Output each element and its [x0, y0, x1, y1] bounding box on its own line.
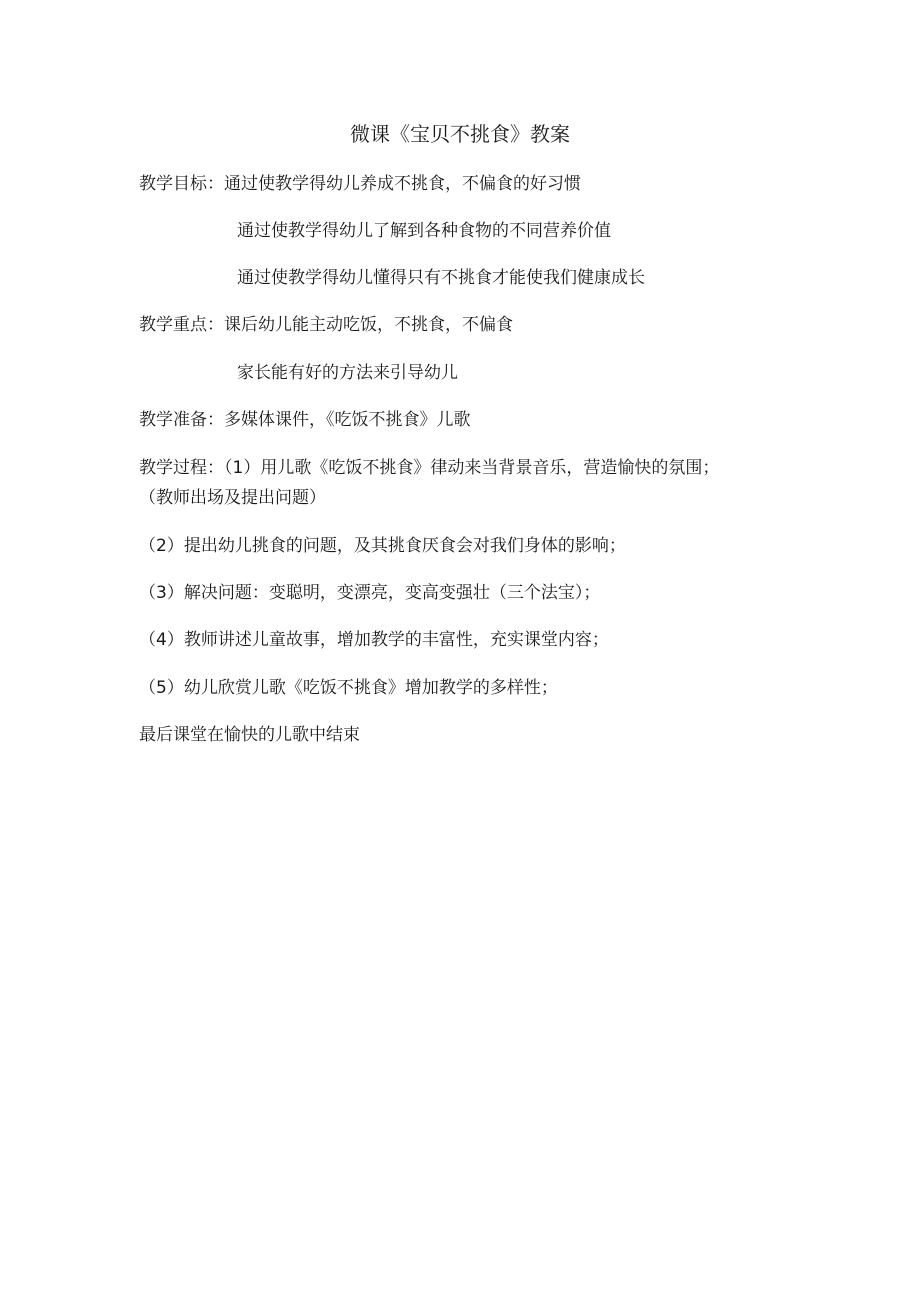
- process-step: （教师出场及提出问题）: [139, 488, 326, 508]
- goal-item: 通过使教学得幼儿养成不挑食，不偏食的好习惯: [224, 174, 581, 194]
- focus-item: 课后幼儿能主动吃饭，不挑食，不偏食: [224, 315, 513, 335]
- focus-row: [139, 313, 513, 337]
- process-step: （3）解决问题：变聪明，变漂亮，变高变强壮（三个法宝）；: [139, 583, 601, 603]
- goal-item: 通过使教学得幼儿了解到各种食物的不同营养价值: [237, 221, 611, 241]
- process-step: （1）用儿歌《吃饭不挑食》律动来当背景音乐，营造愉快的氛围；: [224, 458, 720, 478]
- focus-label: 教学重点：: [139, 315, 224, 335]
- focus-item: 家长能有好的方法来引导幼儿: [237, 363, 458, 383]
- preparation-label: 教学准备：: [139, 410, 224, 430]
- process-step: （2）提出幼儿挑食的问题，及其挑食厌食会对我们身体的影响；: [139, 536, 626, 556]
- preparation-row: [139, 408, 471, 432]
- page-title: 微课《宝贝不挑食》教案: [350, 122, 570, 146]
- goal-item: 通过使教学得幼儿懂得只有不挑食才能使我们健康成长: [237, 268, 645, 288]
- goals-row: [139, 172, 581, 196]
- preparation-text: 多媒体课件，《吃饭不挑食》儿歌: [224, 410, 471, 430]
- process-step: （5）幼儿欣赏儿歌《吃饭不挑食》增加教学的多样性；: [139, 678, 558, 698]
- ending-text: 最后课堂在愉快的儿歌中结束: [139, 725, 360, 745]
- process-step: （4）教师讲述儿童故事，增加教学的丰富性，充实课堂内容；: [139, 630, 609, 650]
- process-label: 教学过程：: [139, 458, 224, 478]
- goals-label: 教学目标：: [139, 174, 224, 194]
- process-row: [139, 456, 719, 480]
